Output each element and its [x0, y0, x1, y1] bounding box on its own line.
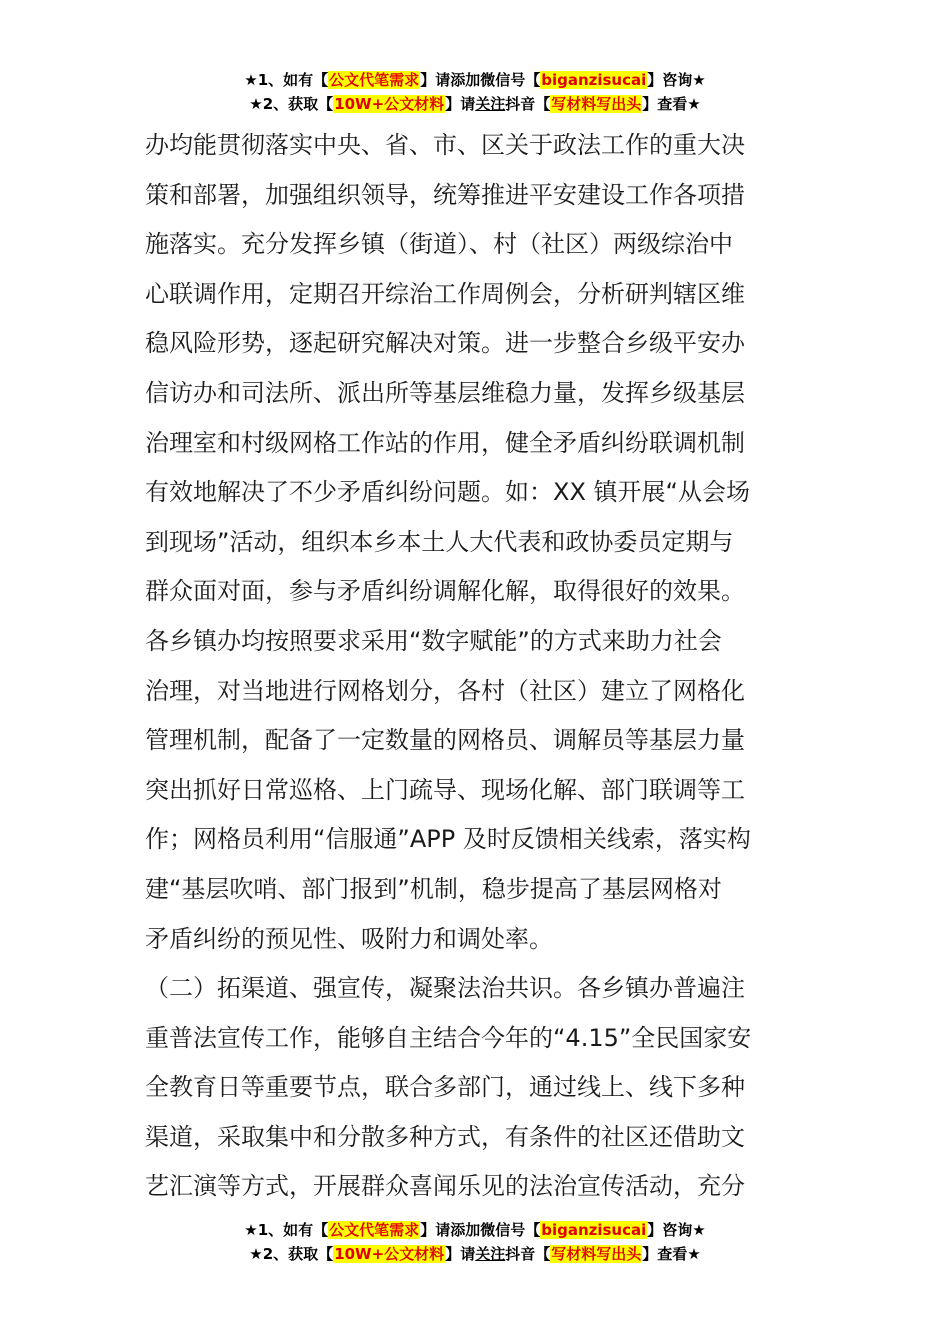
body-line: 有效地解决了不少矛盾纠纷问题。如：XX 镇开展“从会场: [145, 478, 750, 507]
body-line: 作；网格员利用“信服通”APP 及时反馈相关线索，落实构: [145, 825, 751, 854]
highlight-materials: 10W+公文材料: [334, 1245, 445, 1263]
body-line: 办均能贯彻落实中央、省、市、区关于政法工作的重大决: [145, 131, 745, 159]
document-body: [145, 121, 810, 1212]
body-line: 策和部署，加强组织领导，统筹推进平安建设工作各项措: [145, 180, 745, 209]
body-line: 稳风险形势，逐起研究解决对策。进一步整合乡级平安办: [145, 329, 745, 358]
banner-line-1: ★1、如有【公文代笔需求】请添加微信号【biganzisucai】咨询★: [244, 1221, 706, 1239]
body-line: 治理，对当地进行网格划分，各村（社区）建立了网格化: [145, 676, 745, 705]
body-line: 心联调作用，定期召开综治工作周例会，分析研判辖区维: [145, 279, 745, 308]
underlined-follow: 关注: [475, 1245, 506, 1263]
highlight-douyin-account: 写材料写出头: [551, 95, 642, 113]
body-line: 群众面对面，参与矛盾纠纷调解化解，取得很好的效果。: [145, 577, 745, 606]
body-line: 渠道，采取集中和分散多种方式，有条件的社区还借助文: [145, 1122, 745, 1151]
highlight-materials: 10W+公文材料: [334, 95, 445, 113]
footer-banner: [0, 1218, 950, 1266]
highlight-service: 公文代笔需求: [329, 71, 420, 89]
body-line: 艺汇演等方式，开展群众喜闻乐见的法治宣传活动，充分: [145, 1172, 745, 1201]
body-line: 各乡镇办均按照要求采用“数字赋能”的方式来助力社会: [145, 626, 722, 655]
body-line: 重普法宣传工作，能够自主结合今年的“4.15”全民国家安: [145, 1023, 752, 1052]
body-line: 突出抓好日常巡格、上门疏导、现场化解、部门联调等工: [145, 775, 745, 804]
body-line: （二）拓渠道、强宣传，凝聚法治共识。各乡镇办普遍注: [145, 974, 745, 1003]
banner-line-1: ★1、如有【公文代笔需求】请添加微信号【biganzisucai】咨询★: [244, 71, 706, 89]
header-banner: [0, 68, 950, 116]
highlight-service: 公文代笔需求: [329, 1221, 420, 1239]
body-line: 施落实。充分发挥乡镇（街道）、村（社区）两级综治中: [145, 230, 733, 259]
body-line: 信访办和司法所、派出所等基层维稳力量，发挥乡级基层: [145, 378, 745, 407]
body-line: 治理室和村级网格工作站的作用，健全矛盾纠纷联调机制: [145, 428, 745, 457]
body-line: 全教育日等重要节点，联合多部门，通过线上、线下多种: [145, 1073, 745, 1102]
body-line: 建“基层吹哨、部门报到”机制，稳步提高了基层网格对: [145, 874, 722, 903]
highlight-wechat-id: biganzisucai: [541, 1221, 647, 1239]
body-line: 矛盾纠纷的预见性、吸附力和调处率。: [145, 924, 553, 953]
highlight-wechat-id: biganzisucai: [541, 71, 647, 89]
highlight-douyin-account: 写材料写出头: [551, 1245, 642, 1263]
banner-line-2: ★2、获取【10W+公文材料】请关注抖音【写材料写出头】查看★: [249, 1245, 701, 1263]
body-line: 管理机制，配备了一定数量的网格员、调解员等基层力量: [145, 726, 745, 755]
banner-line-2: ★2、获取【10W+公文材料】请关注抖音【写材料写出头】查看★: [249, 95, 701, 113]
body-line: 到现场”活动，组织本乡本土人大代表和政协委员定期与: [145, 527, 734, 556]
underlined-follow: 关注: [475, 95, 506, 113]
